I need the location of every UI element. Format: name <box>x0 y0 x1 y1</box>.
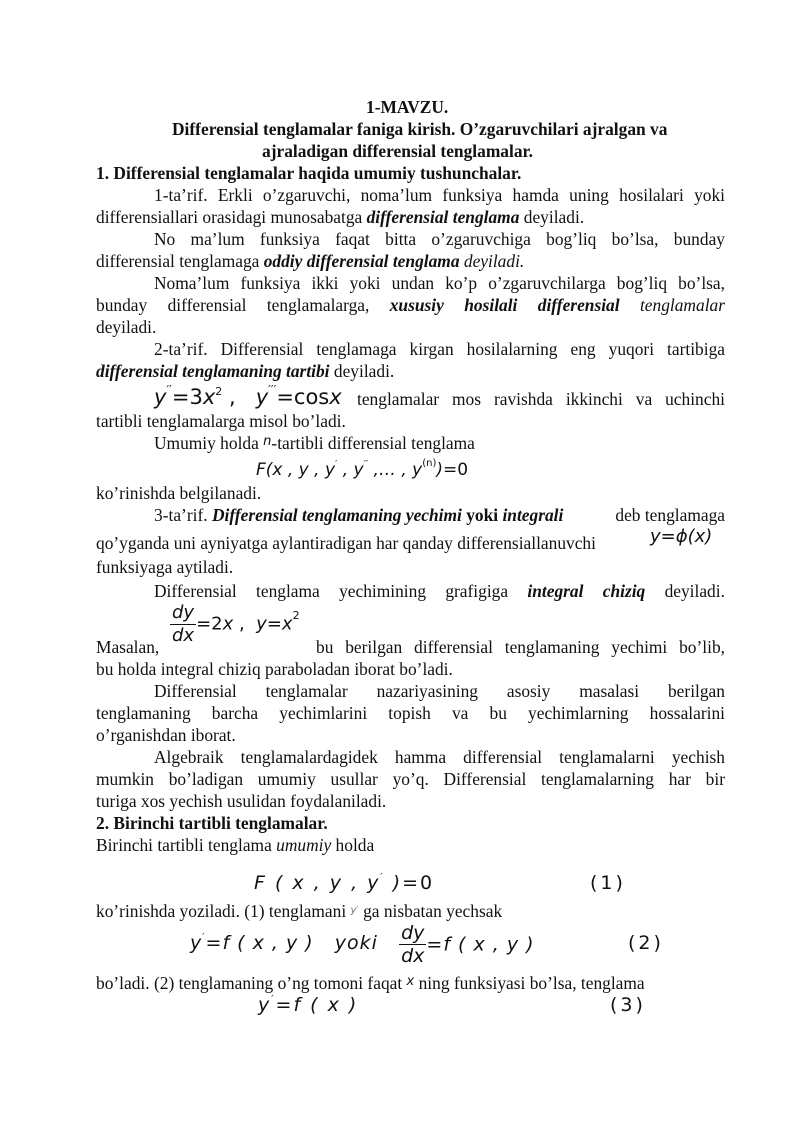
ode-paragraph-line-2: differensial tenglamaga oddiy differensial tenglama deyiladi. <box>96 251 525 271</box>
equation-3: y′=f ( x ) <box>258 994 359 1016</box>
equation-2-number: (2) <box>628 932 664 954</box>
equation-1-number: (1) <box>590 872 626 894</box>
term-order: differensial tenglamaning tartibi <box>96 361 330 381</box>
algebra-paragraph-line-3: turiga xos yechish usulidan foydalaniladi. <box>96 791 387 811</box>
theory-paragraph-line-2: tenglamaning barcha yechimlarini topish va bu yechimlarning hossalarini <box>96 703 725 723</box>
section-2-intro: Birinchi tartibli tenglama umumiy holda <box>96 835 375 855</box>
term-differential-equation: differensial tenglama <box>366 207 520 227</box>
term-integral: integrali <box>502 505 564 525</box>
order-examples-text: tenglamalar mos ravishda ikkinchi va uchinchi <box>357 389 725 409</box>
order-examples-formula: $y''=3x^2$ , y′′′=cosx <box>154 383 342 409</box>
general-form-equation: F(x , y , y′ , y′′ ,… , $y^{(n)})=0$ <box>256 458 469 480</box>
theory-paragraph-line-1: Differensial tenglamalar nazariyasining asosiy masalasi berilgan <box>154 681 725 701</box>
equation-3-number: (3) <box>610 994 646 1016</box>
definition-3-line-2: qo’yganda uni ayniyatga aylantiradigan har qanday differensiallanuvchi <box>96 533 596 553</box>
definition-3-line-1: 3-ta’rif. Differensial tenglamaning yechimi yoki integrali deb tenglamaga <box>154 505 725 525</box>
general-form-intro: Umumiy holda $^n$-tartibli differensial tenglama <box>154 433 475 453</box>
algebra-paragraph-line-2: mumkin bo’ladigan umumiy usullar yo’q. Differensial tenglamalarning har bir <box>96 769 725 789</box>
theory-paragraph-line-3: o’rganishdan iborat. <box>96 725 236 745</box>
example-formula: $\frac{dy}{dx}$ =2x , $y=x^2$ <box>172 602 300 646</box>
pde-paragraph-line-3: deyiladi. <box>96 317 157 337</box>
section-heading-2: 2. Birinchi tartibli tenglamalar. <box>96 813 328 833</box>
term-ordinary-ode: oddiy differensial tenglama <box>263 251 460 271</box>
equation-2: y′=f ( x , y ) yoki $\frac{dy}{dx}$ =f ( x , y ) <box>190 922 535 967</box>
order-examples-line-2: tartibli tenglamalarga misol bo’ladi. <box>96 411 346 431</box>
topic-number: 1-MAVZU. <box>366 97 449 117</box>
general-form-after: ko’rinishda belgilanadi. <box>96 483 262 503</box>
definition-3-line-3: funksiyaga aytiladi. <box>96 557 234 577</box>
example-line-2: bu holda integral chiziq paraboladan iborat bo’ladi. <box>96 659 453 679</box>
section-heading-1: 1. Differensial tenglamalar haqida umumiy tushunchalar. <box>96 163 522 183</box>
algebra-paragraph-line-1: Algebraik tenglamalardagidek hamma differensial tenglamalarni yechish <box>154 747 725 767</box>
definition-2-line-2: differensial tenglamaning tartibi deyiladi. <box>96 361 395 381</box>
definition-1-line-1: 1-ta’rif. Erkli o’zgaruvchi, noma’lum funksiya hamda uning hosilalari yoki <box>154 185 725 205</box>
definition-2-line-1: 2-ta’rif. Differensial tenglamaga kirgan hosilalarning eng yuqori tartibiga <box>154 339 725 359</box>
integral-curve-definition: Differensial tenglama yechimining grafigiga integral chiziq deyiladi. <box>154 581 725 601</box>
title-line-1: Differensial tenglamalar faniga kirish. O’zgaruvchilari ajralgan va <box>172 119 668 139</box>
equation-1: F ( x , y , y′ )=0 <box>254 872 435 894</box>
definition-1-line-2: differensiallari orasidagi munosabatga differensial tenglama deyiladi. <box>96 207 585 227</box>
definition-3-formula: y=ϕ(x) <box>650 526 713 547</box>
section-2-after-eq2: bo’ladi. (2) tenglamaning o’ng tomoni faqat $^x$ ning funksiyasi bo’lsa, tenglama <box>96 973 645 993</box>
pde-paragraph-line-2: bunday differensial tenglamalarga, xususiy hosilali differensial tenglamalar <box>96 295 725 315</box>
ode-paragraph-line-1: No ma’lum funksiya faqat bitta o’zgaruvchiga bog’liq bo’lsa, bunday <box>154 229 725 249</box>
example-label: Masalan, <box>96 637 160 657</box>
pde-paragraph-line-1: Noma’lum funksiya ikki yoki undan ko’p o’zgaruvchilarga bog’liq bo’lsa, <box>154 273 725 293</box>
section-2-after-eq1: ko’rinishda yoziladi. (1) tenglamani $^{y'}$ ga nisbatan yechsak <box>96 901 503 921</box>
example-line-1: bu berilgan differensial tenglamaning yechimi bo’lib, <box>316 637 725 657</box>
title-line-2: ajraladigan differensial tenglamalar. <box>262 141 533 161</box>
term-solution: Differensial tenglamaning yechimi <box>211 505 462 525</box>
